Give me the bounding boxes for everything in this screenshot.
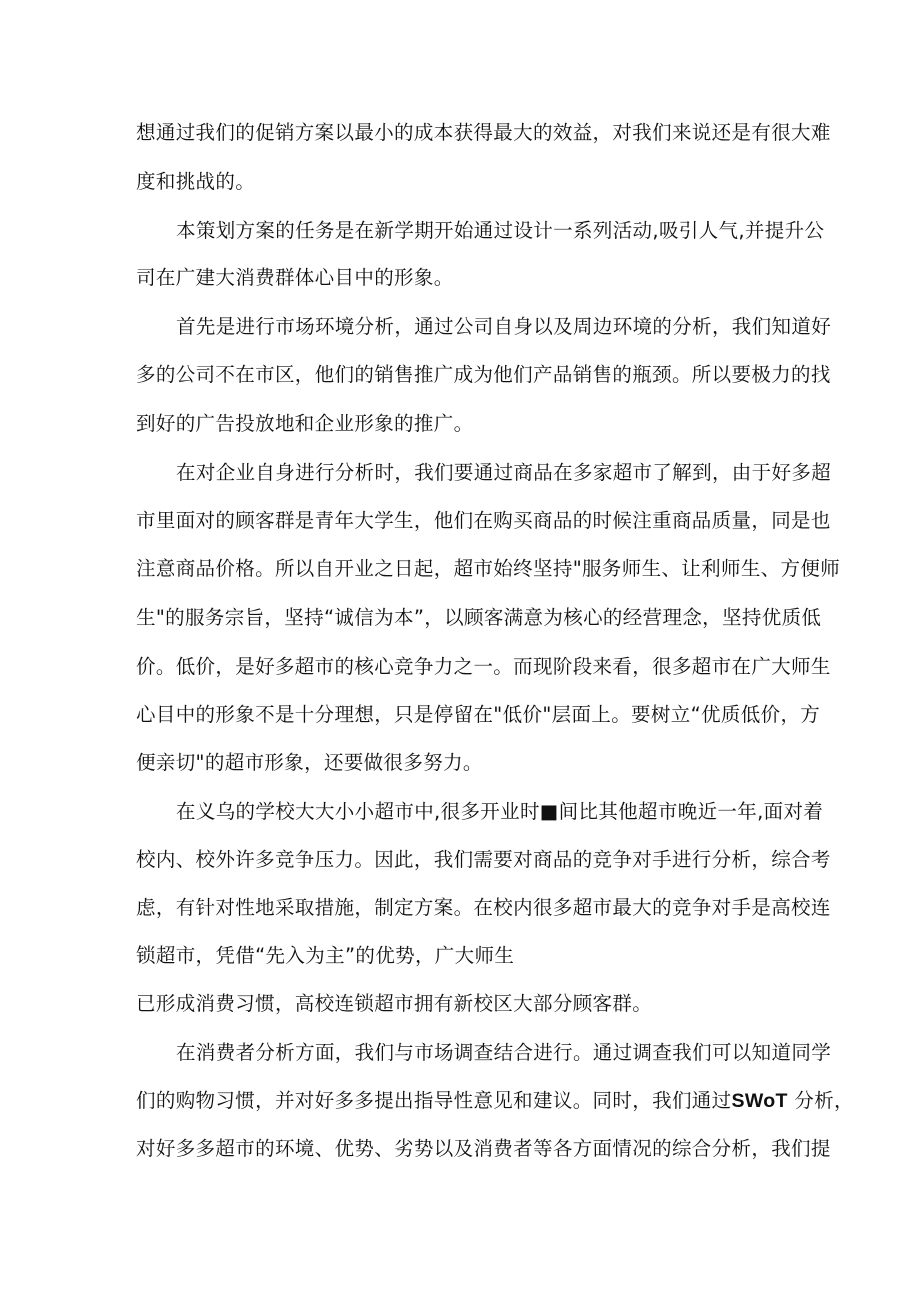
paragraph-line: 在消费者分析方面，我们与市场调查结合进行。通过调查我们可以知道同学 (176, 1041, 832, 1064)
paragraph-line: 司在广建大消费群体心目中的形象。 (136, 266, 454, 289)
paragraph-line: 多的公司不在市区，他们的销售推广成为他们产品销售的瓶颈。所以要极力的找 (136, 363, 831, 386)
paragraph-line-text: 分析， (787, 1089, 854, 1112)
paragraph-line: 心目中的形象不是十分理想，只是停留在"低价"层面上。要树立“优质低价，方 (136, 703, 821, 726)
paragraph-line: 在义乌的学校大大小小超市中,很多开业时■间比其他超市晚近一年,面对着 (176, 800, 824, 823)
paragraph-line: 锁超市，凭借“先入为主”的优势，广大师生 (136, 944, 515, 967)
paragraph-line: 生"的服务宗旨，坚持“诚信为本”，以顾客满意为核心的经营理念，坚持优质低 (136, 606, 822, 629)
paragraph-line-text: 们的购物习惯，并对好多多提出指导性意见和建议。同时，我们通过 (136, 1089, 732, 1112)
paragraph-line: 对好多多超市的环境、优势、劣势以及消费者等各方面情况的综合分析，我们提 (136, 1137, 831, 1160)
paragraph-line: 市里面对的顾客群是青年大学生，他们在购买商品的时候注重商品质量，同是也 (136, 509, 831, 532)
paragraph-line: 已形成消费习惯，高校连锁超市拥有新校区大部分顾客群。 (136, 992, 653, 1015)
paragraph-line: 虑，有针对性地采取措施，制定方案。在校内很多超市最大的竞争对手是高校连 (136, 896, 831, 919)
paragraph-line: 首先是进行市场环境分析，通过公司自身以及周边环境的分析，我们知道好 (176, 315, 832, 338)
paragraph-line: 在对企业自身进行分析时，我们要通过商品在多家超市了解到，由于好多超 (176, 461, 832, 484)
swot-term: SWoT (731, 1090, 788, 1112)
paragraph-line: 到好的广告投放地和企业形象的推广。 (136, 412, 474, 435)
paragraph-line: 注意商品价格。所以自开业之日起，超市始终坚持"服务师生、让利师生、方便师 (136, 557, 841, 580)
paragraph-line: 想通过我们的促销方案以最小的成本获得最大的效益，对我们来说还是有很大难 (136, 121, 831, 144)
paragraph-line: 价。低价，是好多超市的核心竞争力之一。而现阶段来看，很多超市在广大师生 (136, 655, 831, 678)
paragraph-line: 校内、校外许多竞争压力。因此，我们需要对商品的竞争对手进行分析，综合考 (136, 848, 831, 871)
paragraph-line: 度和挑战的。 (136, 170, 256, 193)
paragraph-line: 本策划方案的任务是在新学期开始通过设计一系列活动,吸引人气,并提升公 (176, 219, 825, 242)
paragraph-line: 便亲切"的超市形象，还要做很多努力。 (136, 751, 483, 774)
paragraph-line-with-swot (136, 1089, 854, 1113)
